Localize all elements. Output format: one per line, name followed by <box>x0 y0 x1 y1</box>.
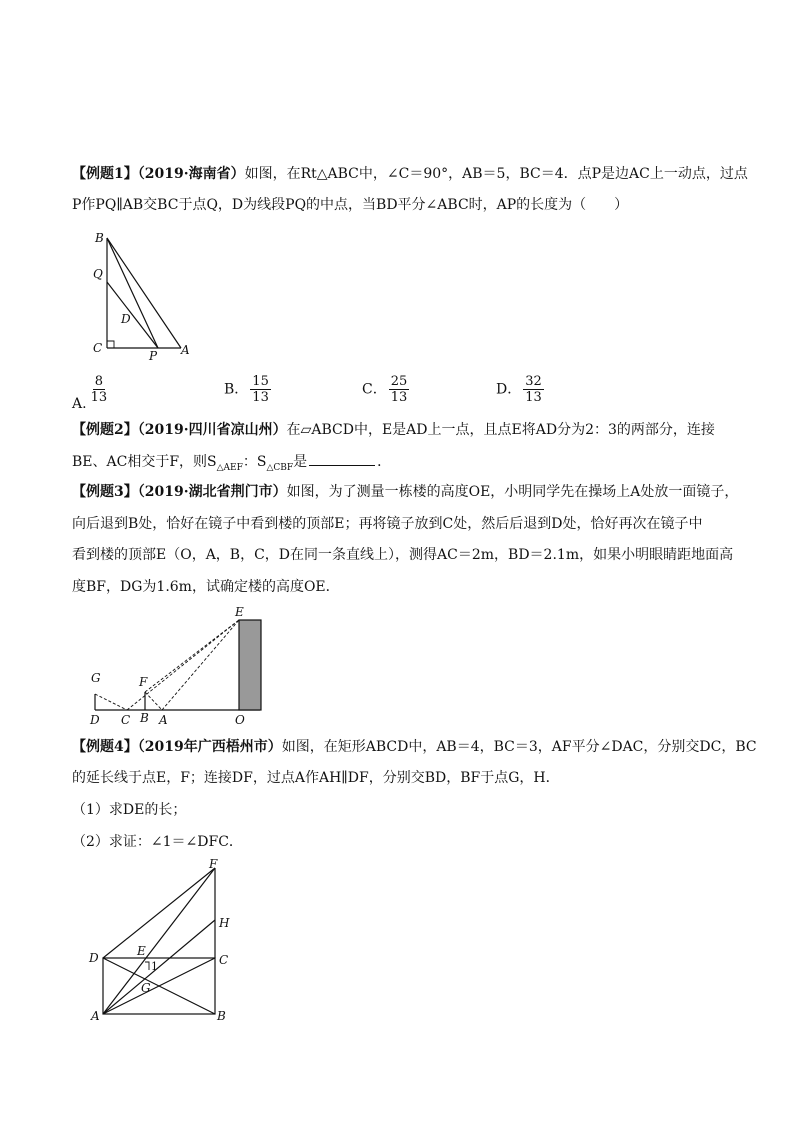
ex3-label-F: F <box>139 675 148 689</box>
ex4-label-F: F <box>209 857 218 871</box>
ex1-choice-d: D． $\frac{32}{13}$ <box>496 374 542 405</box>
ex3-source: （2019·湖北省荆门市） <box>137 484 287 500</box>
ex4-line2: 的延长线于点E，F；连接DF，过点A作AH∥DF，分别交BD，BF于点G，H． <box>72 770 560 786</box>
ex4-label-A: A <box>91 1009 100 1023</box>
ex1-label-C: C <box>93 341 103 355</box>
ex4-label: 【例题4】 <box>72 739 138 755</box>
ex4-label-C: C <box>219 953 229 967</box>
ex3-line4: 度BF，DG为1.6m，试确定楼的高度OE． <box>72 579 340 595</box>
ex1-source: （2019·海南省） <box>137 166 245 182</box>
ex3-label-G: G <box>91 671 101 685</box>
ex3-label: 【例题3】 <box>72 484 138 500</box>
ex2-label: 【例题2】 <box>72 422 138 438</box>
ex3-line1 <box>72 482 738 502</box>
ex4-label-G: G <box>141 981 151 995</box>
ex1-label-A: A <box>181 343 190 357</box>
ex4-label-angle1: 1 <box>151 960 158 973</box>
ex4-label-H: H <box>219 916 230 930</box>
ex3-figure <box>85 604 275 728</box>
ex4-label-D: D <box>89 951 99 965</box>
ex3-text1: 如图，为了测量一栋楼的高度OE，小明同学先在操场上A处放一面镜子， <box>286 484 739 500</box>
ex1-line1 <box>72 164 748 184</box>
ex3-label-C: C <box>121 713 131 727</box>
ex3-line3: 看到楼的顶部E（O，A，B，C，D在同一条直线上），测得AC＝2m，BD＝2.1m，如果小明眼睛距地面高 <box>72 547 734 563</box>
ex3-label-E: E <box>235 605 244 619</box>
ex4-line1 <box>72 737 757 757</box>
ex1-choice-b: B． $\frac{15}{13}$ <box>224 374 269 405</box>
ex4-text1: 如图，在矩形ABCD中，AB＝4，BC＝3，AF平分∠DAC，分别交DC，BC <box>281 739 757 755</box>
ex3-line2: 向后退到B处，恰好在镜子中看到楼的顶部E；再将镜子放到C处，然后后退到D处，恰好再次在镜子中 <box>72 516 703 532</box>
ex1-label-Q: Q <box>93 267 103 281</box>
ex4-figure <box>85 858 245 1023</box>
ex1-label: 【例题1】 <box>72 166 138 182</box>
answer-blank[interactable] <box>309 451 375 466</box>
ex2-line2: BE、AC相交于F，则$S_{\triangle AEF}$：$S_{\triangle CBF}$是 ． <box>72 451 391 478</box>
ex3-label-D: D <box>90 713 100 727</box>
ex1-text1: 如图，在Rt△ABC中，∠C＝90°，AB＝5，BC＝4．点P是边AC上一动点，过点 <box>244 166 748 182</box>
ex3-label-O: O <box>235 713 245 727</box>
ex2-line1 <box>72 420 715 440</box>
ex3-label-B: B <box>140 711 149 725</box>
ex4-source: （2019年广西梧州市） <box>137 739 282 755</box>
ex4-label-B: B <box>217 1009 226 1023</box>
ex2-source: （2019·四川省凉山州） <box>137 422 287 438</box>
ex1-label-P: P <box>149 349 158 363</box>
ex1-label-B: B <box>95 231 104 245</box>
ex1-line2: P作PQ∥AB交BC于点Q，D为线段PQ的中点，当BD平分∠ABC时，AP的长度为（ ） <box>72 197 629 213</box>
ex1-label-D: D <box>121 312 131 326</box>
ex1-choice-a: A. $\frac{8}{13}$ <box>72 374 108 412</box>
ex1-figure <box>85 228 205 363</box>
ex4-q2: （2）求证：∠1＝∠DFC． <box>72 834 243 850</box>
ex4-label-E: E <box>137 944 146 958</box>
ex1-choice-c: C． $\frac{25}{13}$ <box>362 374 408 405</box>
ex4-q1: （1）求DE的长； <box>72 802 187 818</box>
ex2-text1: 在▱ABCD中，E是AD上一点，且点E将AD分为2：3的两部分，连接 <box>286 422 715 438</box>
ex3-label-A: A <box>159 713 168 727</box>
